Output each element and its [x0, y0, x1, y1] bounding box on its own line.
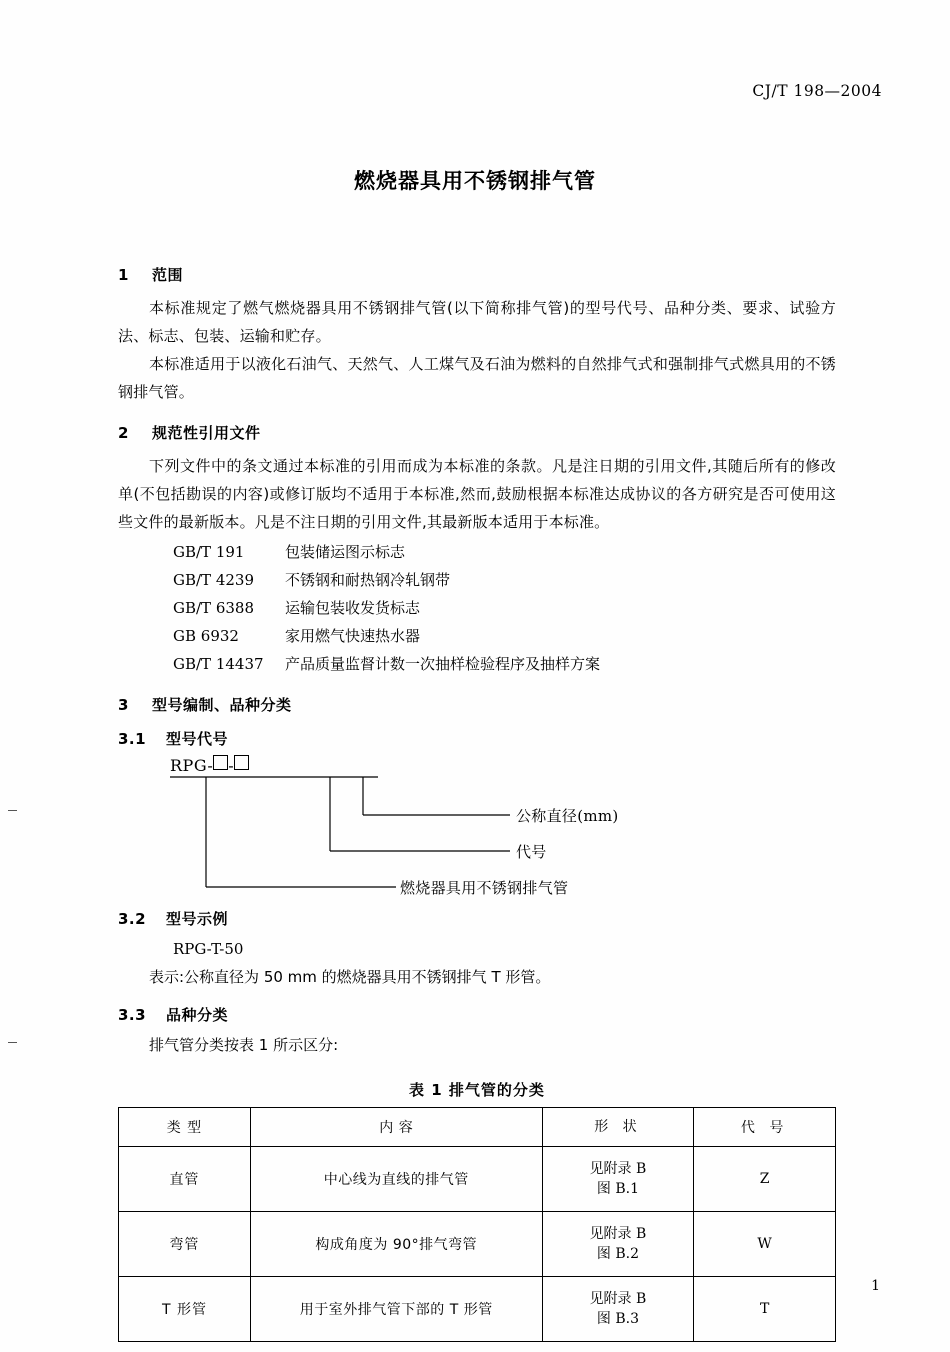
table-row	[119, 1147, 836, 1212]
subsection-title: 品种分类	[166, 1006, 229, 1024]
section-title: 规范性引用文件	[152, 424, 261, 442]
list-item	[173, 566, 836, 594]
page-header-standard-number: CJ/T 198—2004	[752, 82, 882, 100]
section-heading-normative-references	[118, 422, 836, 443]
list-item	[173, 594, 836, 622]
model-code-leader-lines	[118, 755, 836, 895]
page-number: 1	[871, 1278, 880, 1294]
reference-title: 包装储运图示标志	[285, 543, 406, 561]
margin-tick	[8, 1042, 17, 1043]
cell-code: T	[694, 1277, 836, 1342]
table-row	[119, 1277, 836, 1342]
subsection-number: 3.2	[118, 910, 147, 928]
reference-title: 产品质量监督计数一次抽样检验程序及抽样方案	[285, 655, 601, 673]
reference-code: GB/T 191	[173, 543, 245, 561]
document-body	[118, 248, 836, 1342]
section-number: 2	[118, 424, 129, 442]
cell-type: 弯管	[119, 1212, 251, 1277]
subsection-heading-model-example	[118, 908, 836, 929]
cell-shape-line2: 图 B.1	[596, 1181, 639, 1197]
section-heading-scope	[118, 264, 836, 285]
label-code: 代号	[516, 843, 547, 861]
cell-content: 中心线为直线的排气管	[250, 1147, 542, 1212]
model-example-explanation: 表示:公称直径为 50 mm 的燃烧器具用不锈钢排气 T 形管。	[149, 968, 551, 986]
cell-shape	[542, 1212, 694, 1277]
subsection-title: 型号示例	[166, 910, 229, 928]
subsection-heading-model-code	[118, 728, 836, 749]
model-example-code: RPG-T-50	[173, 940, 244, 958]
cell-code: W	[694, 1212, 836, 1277]
document-title: 燃烧器具用不锈钢排气管	[354, 169, 596, 193]
list-item	[173, 622, 836, 650]
cell-shape	[542, 1147, 694, 1212]
label-nominal-diameter: 公称直径(mm)	[516, 807, 619, 825]
cell-shape-line2: 图 B.3	[596, 1311, 639, 1327]
section-title: 范围	[152, 266, 184, 284]
column-header-type: 类 型	[119, 1108, 251, 1147]
reference-code: GB/T 6388	[173, 599, 255, 617]
reference-title: 运输包装收发货标志	[285, 599, 421, 617]
cell-shape-line1: 见附录 B	[589, 1226, 647, 1242]
cell-code: Z	[694, 1147, 836, 1212]
normative-reference-list	[118, 538, 836, 678]
column-header-code: 代 号	[694, 1108, 836, 1147]
column-header-content: 内 容	[250, 1108, 542, 1147]
table-header-row	[119, 1108, 836, 1147]
subsection-title: 型号代号	[166, 730, 229, 748]
model-code-prefix: RPG- -	[170, 755, 249, 775]
reference-code: GB/T 14437	[173, 655, 264, 673]
reference-code: GB 6932	[173, 627, 239, 645]
column-header-shape: 形 状	[542, 1108, 694, 1147]
cell-shape	[542, 1277, 694, 1342]
subsection-number: 3.3	[118, 1006, 147, 1024]
classification-table	[118, 1107, 836, 1342]
margin-tick	[8, 810, 17, 811]
subsection-number: 3.1	[118, 730, 147, 748]
scope-paragraph-1: 本标准规定了燃气燃烧器具用不锈钢排气管(以下简称排气管)的型号代号、品种分类、要求、试验方法、标志、包装、运输和贮存。	[118, 299, 836, 345]
model-prefix-text: RPG-	[170, 756, 214, 775]
cell-shape-line1: 见附录 B	[589, 1291, 647, 1307]
model-code-diagram	[118, 755, 836, 895]
cell-type: T 形管	[119, 1277, 251, 1342]
section-heading-model-classification	[118, 694, 836, 715]
table-row	[119, 1212, 836, 1277]
table-caption: 表 1 排气管的分类	[409, 1081, 545, 1099]
cell-shape-line1: 见附录 B	[589, 1161, 647, 1177]
scope-paragraph-2: 本标准适用于以液化石油气、天然气、人工煤气及石油为燃料的自然排气式和强制排气式燃具用的不锈钢排气管。	[118, 355, 836, 401]
reference-code: GB/T 4239	[173, 571, 255, 589]
cell-content: 用于室外排气管下部的 T 形管	[250, 1277, 542, 1342]
label-product-name: 燃烧器具用不锈钢排气管	[400, 879, 569, 897]
reference-title: 不锈钢和耐热钢冷轧钢带	[285, 571, 451, 589]
section-number: 3	[118, 696, 129, 714]
reference-title: 家用燃气快速热水器	[285, 627, 421, 645]
subsection-heading-variety-classification	[118, 1004, 836, 1025]
section-number: 1	[118, 266, 129, 284]
cell-shape-line2: 图 B.2	[596, 1246, 639, 1262]
cell-type: 直管	[119, 1147, 251, 1212]
cell-content: 构成角度为 90°排气弯管	[250, 1212, 542, 1277]
list-item	[173, 650, 836, 678]
normative-paragraph-1: 下列文件中的条文通过本标准的引用而成为本标准的条款。凡是注日期的引用文件,其随后所有的修改单(不包括勘误的内容)或修订版均不适用于本标准,然而,鼓励根据本标准达成协议的各方研究是否可使用这些文件的最新版本。凡是不注日期的引用文件,其最新版本适用于本标准。	[118, 457, 836, 531]
section-title: 型号编制、品种分类	[152, 696, 292, 714]
list-item	[173, 538, 836, 566]
classification-lead-text: 排气管分类按表 1 所示区分:	[149, 1036, 339, 1054]
